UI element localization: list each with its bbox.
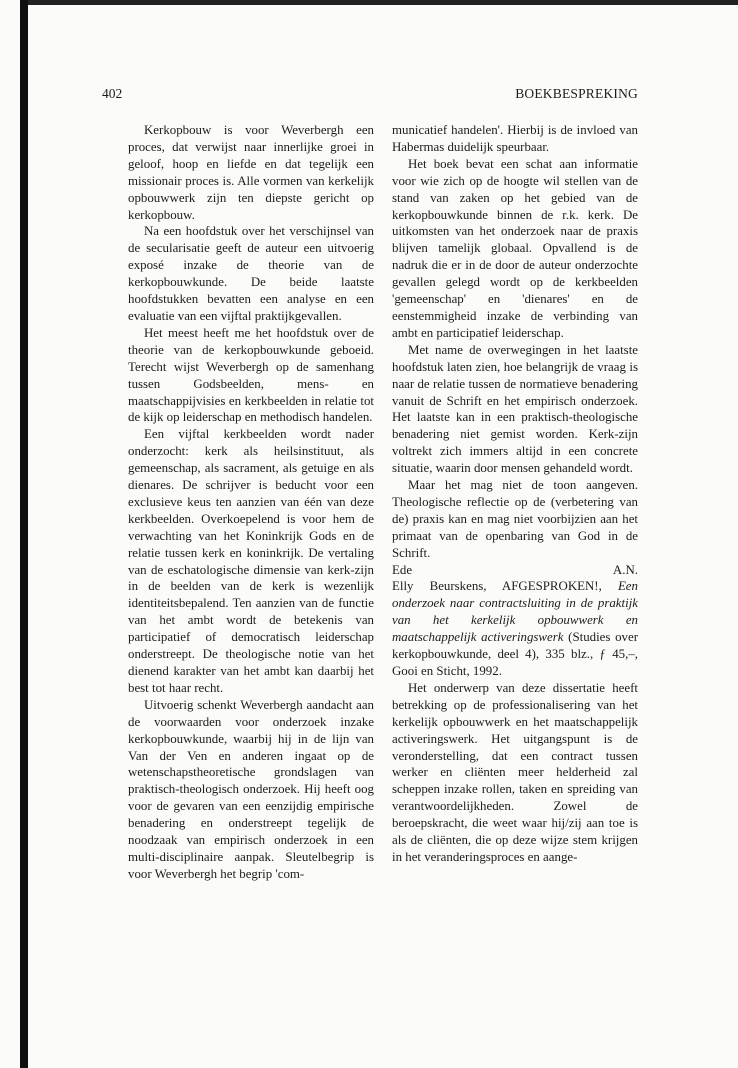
bibliographic-entry [392, 578, 638, 679]
paragraph-continuation: municatief handelen'. Hierbij is de invloed van Habermas duidelijk speurbaar. [392, 123, 638, 154]
book-author-title: Elly Beurskens, AFGESPROKEN!, [392, 579, 602, 594]
paragraph: Een vijftal kerkbeelden wordt nader onderzocht: kerk als heilsinstituut, als gemeenschap, als sacrament, als getuige en als dienares. De schrijver is beducht voor een exclusieve keus ten aanzien van één van deze kerkbeelden. Overkoepelend is voor hem de verwachting van het Koninkrijk Gods en de relatie tussen kerk en koninkrijk. De vertaling van de eschatologische dimensie van kerk-zijn in de beelden van de kerk is wezenlijk identiteitsbepalend. Ten aanzien van de functie van het ambt wordt de betekenis van participatief of democratisch leiderschap onderstreept. De theologische notie van het dienend karakter van het ambt kan daarbij het best tot haar recht. [128, 427, 374, 695]
right-column [392, 122, 638, 866]
paragraph: Het boek bevat een schat aan informatie voor wie zich op de hoogte wil stellen van de stand van zaken op het gebied van de kerkopbouwkunde binnen de r.k. kerk. De uitkomsten van het onderzoek naar de praxis blijven tamelijk globaal. Opvallend is de nadruk die er in de door de auteur onderzochte gevallen gelegd wordt op de kerkbeelden 'gemeenschap' en 'dienares' en de eenstemmigheid inzake de verbinding van ambt en participatief leiderschap. [392, 156, 638, 340]
review-signature [392, 562, 638, 579]
scan-edge-top [0, 0, 738, 5]
scan-edge-left [0, 0, 28, 1068]
paragraph: Uitvoerig schenkt Weverbergh aandacht aan de voorwaarden voor onderzoek inzake kerkopbouwkunde, waarbij hij in de lijn van Van der Ven en anderen ingaat op de wetenschapstheoretische grondslagen van praktisch-theologisch onderzoek. Hij heeft oog voor de gevaren van een eenzijdig empirische benadering en onderstreept tegelijk de noodzaak van empirisch onderzoek in een multi-disciplinaire aanpak. Sleutelbegrip is voor Weverbergh het begrip 'com- [128, 697, 374, 881]
signature-initials: A.N. [612, 562, 638, 577]
book-subtitle: Een onderzoek naar contractsluiting in de praktijk van het kerkelijk opbouwwerk en maatschappelijk activeringswerk [392, 579, 638, 645]
signature-place: Ede [392, 562, 413, 577]
left-column [128, 122, 374, 883]
page-number: 402 [102, 86, 123, 101]
paragraph: Kerkopbouw is voor Weverbergh een proces, dat verwijst naar innerlijke groei in geloof, hoop en liefde en dat tegelijk een missionair proces is. Alle vormen van kerkelijk opbouwwerk zijn ten diepste gericht op kerkopbouw. [128, 123, 374, 222]
paragraph: Na een hoofdstuk over het verschijnsel van de secularisatie geeft de auteur een uitvoerig exposé inzake de theorie van de kerkopbouwkunde. De beide laatste hoofdstukken bevatten een analyse en een evaluatie van een vijftal praktijkgevallen. [128, 224, 374, 323]
paragraph: Het meest heeft me het hoofdstuk over de theorie van de kerkopbouwkunde geboeid. Terecht wijst Weverbergh op de samenhang tussen Godsbeelden, mens- en maatschappijvisies en kerkbeelden in relatie tot de kijk op leiderschap en methodisch handelen. [128, 325, 374, 425]
book-details: (Studies over kerkopbouwkunde, deel 4), 335 blz., ƒ 45,–, Gooi en Sticht, 1992. [392, 630, 638, 678]
paragraph: Het onderwerp van deze dissertatie heeft betrekking op de professionalisering van het kerkelijk opbouwwerk en het maatschappelijk activeringswerk. Het uitgangspunt is de veronderstelling, dat een contract tussen werker en cliënten meer helderheid zal scheppen inzake rollen, taken en spreiding van verantwoordelijkheden. Zowel de beroepskracht, die weet waar hij/zij aan toe is als de cliënten, die op deze wijze stem krijgen in het veranderingsproces en aange- [392, 680, 638, 864]
paragraph: Met name de overwegingen in het laatste hoofdstuk laten zien, hoe belangrijk de vraag is naar de relatie tussen de normatieve benadering vanuit de Schrift en het empirisch onderzoek. Het laatste kan in een praktisch-theologische benadering niet gemist worden. Kerk-zijn voltrekt zich immers altijd in een concrete situatie, waarin door mensen gehandeld wordt. [392, 342, 638, 476]
paragraph: Maar het mag niet de toon aangeven. Theologische reflectie op de (verbetering van de) praxis kan en mag niet voorbijzien aan het primaat van de openbaring van God in de Schrift. [392, 478, 638, 560]
running-header: BOEKBESPREKING [515, 86, 638, 101]
